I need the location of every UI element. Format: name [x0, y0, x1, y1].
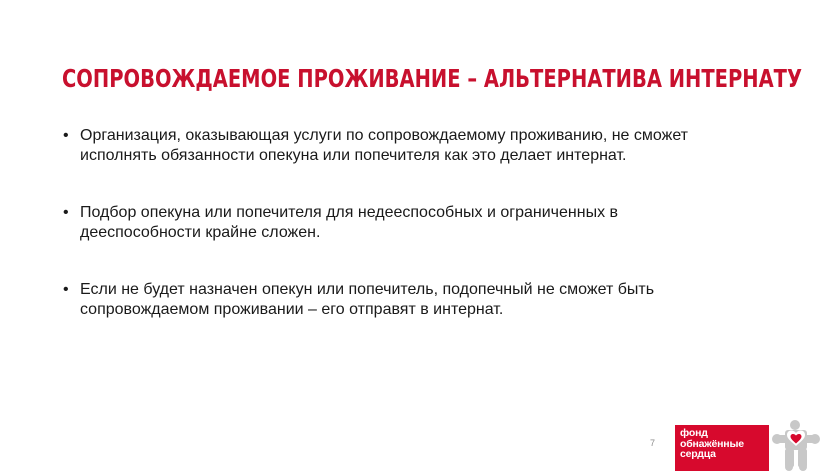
logo-text: [680, 428, 744, 460]
bullet-dot-icon: •: [63, 127, 69, 144]
bullet-text-line: сопровождаемом проживании – его отправят в интернат.: [80, 301, 504, 318]
heart-puzzle-icon: [771, 419, 825, 471]
bullet-text-line: исполнять обязанности опекуна или попечителя как это делает интернат.: [80, 147, 627, 164]
logo-line: фонд: [680, 427, 708, 439]
bullet-text-line: Если не будет назначен опекун или попечитель, подопечный не сможет быть: [80, 281, 655, 298]
foundation-logo: [675, 419, 825, 471]
bullet-dot-icon: •: [63, 204, 69, 221]
bullet-text-line: дееспособности крайне сложен.: [80, 224, 321, 241]
bullet-text-line: Организация, оказывающая услуги по сопровождаемому проживанию, не сможет: [80, 127, 689, 144]
logo-line: обнажённые: [680, 437, 744, 450]
logo-box: [675, 425, 769, 471]
bullet-list: [62, 126, 782, 357]
logo-line: сердца: [680, 448, 716, 460]
bullet-item-2: [62, 203, 782, 243]
bullet-text-line: Подбор опекуна или попечителя для недееспособных и ограниченных в: [80, 204, 619, 221]
bullet-dot-icon: •: [63, 281, 69, 298]
page-number: 7: [650, 438, 656, 448]
bullet-item-1: [62, 126, 782, 166]
slide-title: СОПРОВОЖДАЕМОЕ ПРОЖИВАНИЕ – АЛЬТЕРНАТИВА ИНТЕРНАТУ: [62, 64, 803, 93]
bullet-item-3: [62, 280, 782, 320]
